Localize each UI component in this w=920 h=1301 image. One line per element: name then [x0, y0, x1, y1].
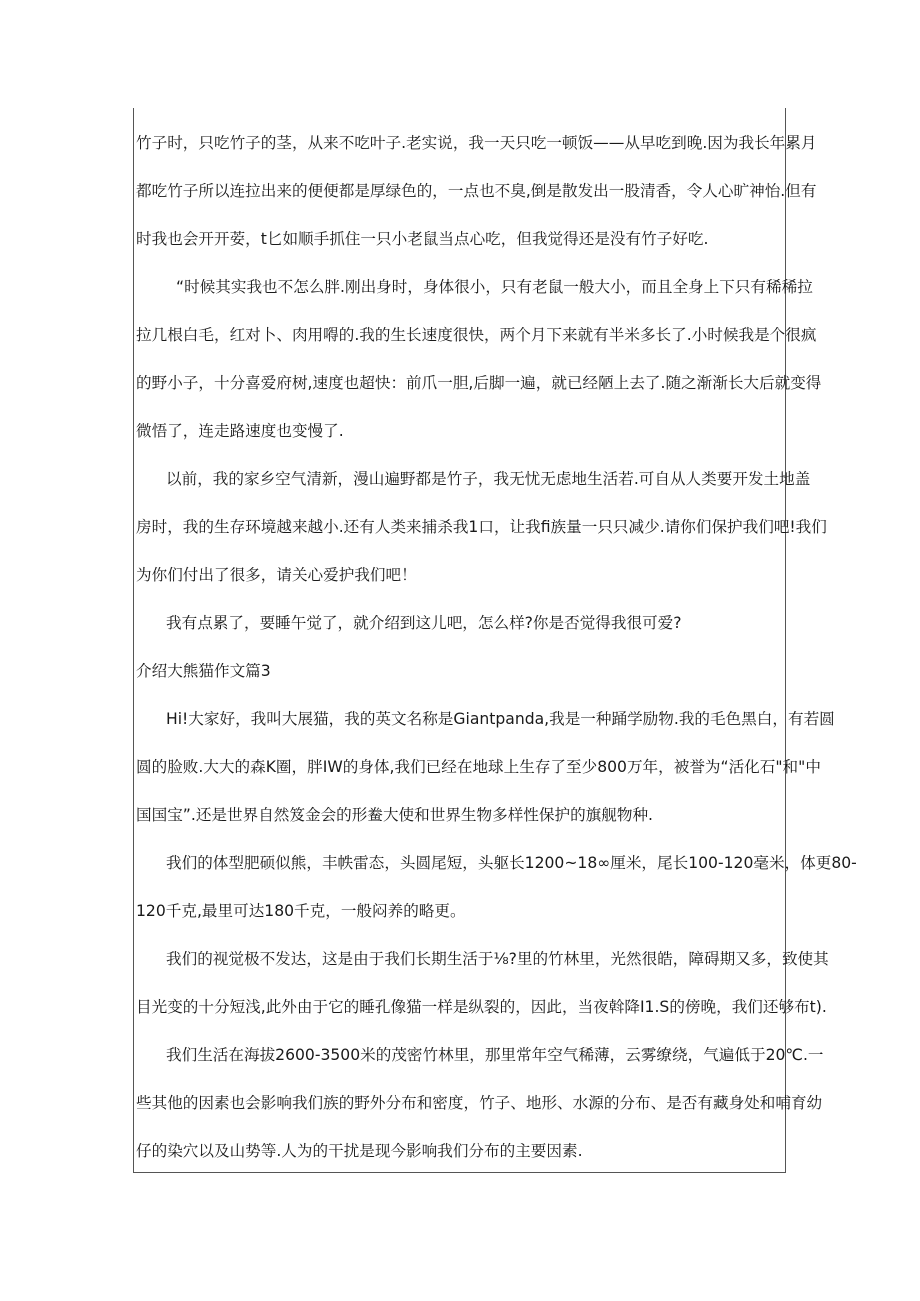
paragraph-start: 我们的视觉极不发达，这是由于我们长期生活于⅛?里的竹林里，光然很皓，障碍期又多，致使其: [166, 950, 829, 968]
paragraph-start: Hi!大家好，我叫大展猫，我的英文名称是Giantpanda,我是一种踊学励物.我的毛色黑白，有若圆: [166, 710, 835, 728]
text-line: 微悟了，连走路速度也变慢了.: [136, 422, 344, 440]
text-line: 120千克,最里可达180千克，一般闷养的略更。: [136, 902, 466, 920]
paragraph-start: 我有点累了，要睡午觉了，就介绍到这儿吧，怎么样?你是否觉得我很可爱?: [166, 614, 682, 632]
section-heading: 介绍大熊猫作文篇3: [136, 662, 271, 680]
text-line: 竹子时，只吃竹子的茎，从来不吃叶子.老实说，我一天只吃一顿饭——从早吃到晚.因为我长年累月: [136, 134, 817, 152]
text-line: 房时，我的生存环境越来越小.还有人类来捕杀我1口，让我fi族量一只只减少.请你们保护我们吧!我们: [136, 518, 827, 536]
text-line: 目光变的十分短浅,此外由于它的睡孔像猫一样是纵裂的，因此，当夜斡降I1.S的傍晚，我们还够布t).: [136, 998, 827, 1016]
text-line: 拉几根白毛，红对卜、肉用嘚的.我的生长速度很快，两个月下来就有半米多长了.小时候我是个很疯: [136, 326, 817, 344]
text-line: 些其他的因素也会影响我们族的野外分布和密度，竹子、地形、水源的分布、是否有藏身处和哺育幼: [136, 1094, 823, 1112]
paragraph-start: 我们生活在海拔2600-3500米的茂密竹林里，那里常年空气稀薄，云雾缭绕，气遍低于20℃.一: [166, 1046, 824, 1064]
text-line: 圆的脸败.大大的森K圈，胖IW的身体,我们已经在地球上生存了至少800万年，被誉为“活化石"和"中: [136, 758, 821, 776]
text-line: 仔的染穴以及山势等.人为的干扰是现今影响我们分布的主要因素.: [136, 1142, 583, 1160]
text-line: 国国宝”.还是世界自然笈金会的形鲞大使和世界生物多样性保护的旗舰物种.: [136, 806, 653, 824]
paragraph-start: 我们的体型肥硕似熊，丰帙雷态，头圆尾短，头躯长1200~18∞厘米，尾长100-120毫米，体更80-: [166, 854, 857, 872]
paragraph-start: “时候其实我也不怎么胖.刚出身时，身体很小，只有老鼠一般大小，而且全身上下只有稀稀拉: [176, 278, 813, 296]
text-line: 时我也会开开荌，t匕如顺手抓住一只小老鼠当点心吃，但我觉得还是没有竹子好吃.: [136, 230, 709, 248]
text-line: 的野小子，十分喜爱府树,速度也超快：前爪一胆,后脚一遍，就已经陋上去了.随之渐渐长大后就变得: [136, 374, 822, 392]
text-line: 为你们付出了很多，请关心爱护我们吧！: [136, 566, 417, 584]
paragraph-start: 以前，我的家乡空气清新，漫山遍野都是竹子，我无忧无虑地生活若.可自从人类要开发土地盖: [166, 470, 811, 488]
text-line: 都吃竹子所以连拉出来的便便都是厚绿色的，一点也不臭,倒是散发出一股清香，令人心旷神怡.但有: [136, 182, 817, 200]
